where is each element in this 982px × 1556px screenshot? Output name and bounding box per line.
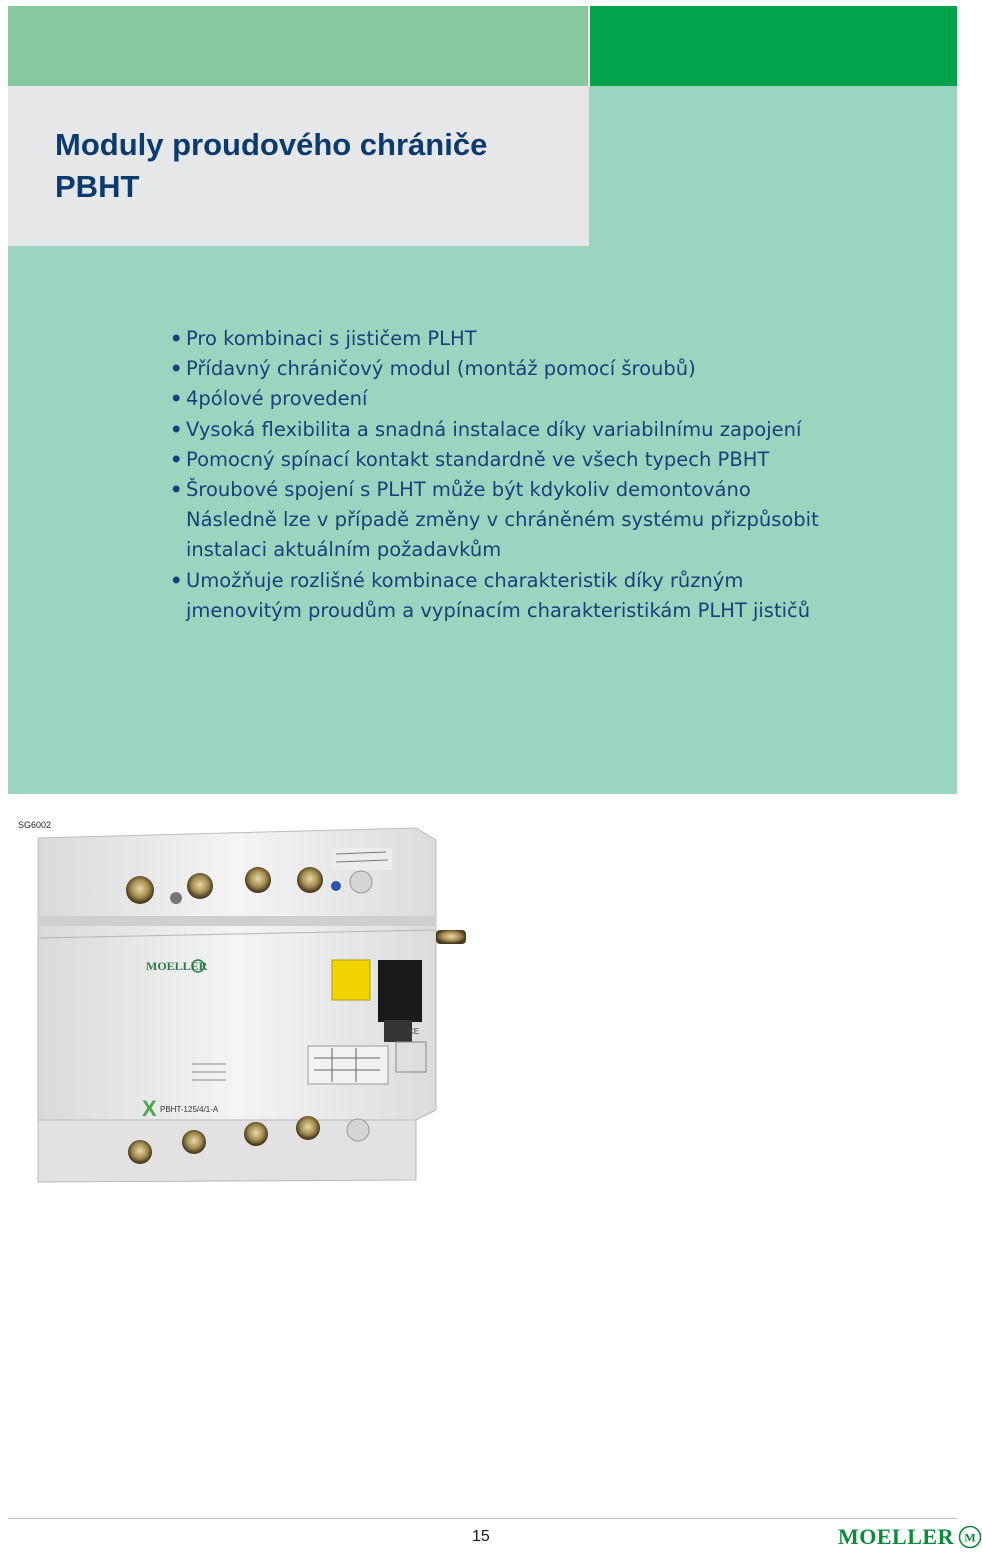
moeller-logo (838, 1524, 982, 1550)
feature-item: • 4pólové provedení (170, 384, 940, 414)
photo-code: SG6002 (18, 820, 52, 830)
header-band-light (8, 6, 588, 86)
logo-monogram-icon (958, 1525, 982, 1549)
feature-item: • Přídavný chráničový modul (montáž pomocí šroubů) (170, 354, 940, 384)
logo-monogram-text: M (964, 1530, 976, 1545)
title-box (8, 86, 589, 246)
model-text: PBHT-125/4/1-A (160, 1105, 219, 1114)
header-band-dark (590, 6, 957, 86)
feature-item-continuation: Následně lze v případě změny v chráněném systému přizpůsobit (186, 508, 819, 532)
feature-item-continuation: instalaci aktuálním požadavkům (186, 538, 502, 562)
test-button (332, 960, 370, 1000)
brand-label (146, 959, 208, 973)
page-title-line1: Moduly proudového chrániče (55, 127, 488, 162)
feature-item: • Vysoká flexibilita a snadná instalace díky variabilnímu zapojení (170, 415, 940, 445)
page-title-line2: PBHT (55, 169, 140, 204)
feature-item: • Pro kombinaci s jističem PLHT (170, 324, 940, 354)
features-panel (8, 246, 957, 794)
rcd-module-illustration (16, 820, 480, 1196)
feature-item-continuation: jmenovitým proudům a vypínacím charakteristikám PLHT jističů (186, 598, 811, 622)
feature-item: • Pomocný spínací kontakt standardně ve všech typech PBHT (170, 445, 940, 475)
brand-text: MOELLER (146, 959, 208, 973)
page-title (55, 124, 487, 208)
product-photo (16, 820, 480, 1196)
feature-list (170, 324, 940, 626)
feature-item: • Umožňuje rozlišné kombinace charakteristik díky různým (170, 566, 940, 596)
feature-item: • Šroubové spojení s PLHT může být kdykoliv demontováno (170, 475, 940, 505)
page-number: 15 (472, 1528, 490, 1545)
footer-divider (8, 1518, 957, 1519)
logo-wordmark: MOELLER (838, 1524, 954, 1549)
svg-text:CE: CE (408, 1027, 420, 1036)
header-panel-right (589, 86, 957, 246)
svg-text:X: X (142, 1096, 157, 1121)
switch-lever (378, 960, 422, 1022)
